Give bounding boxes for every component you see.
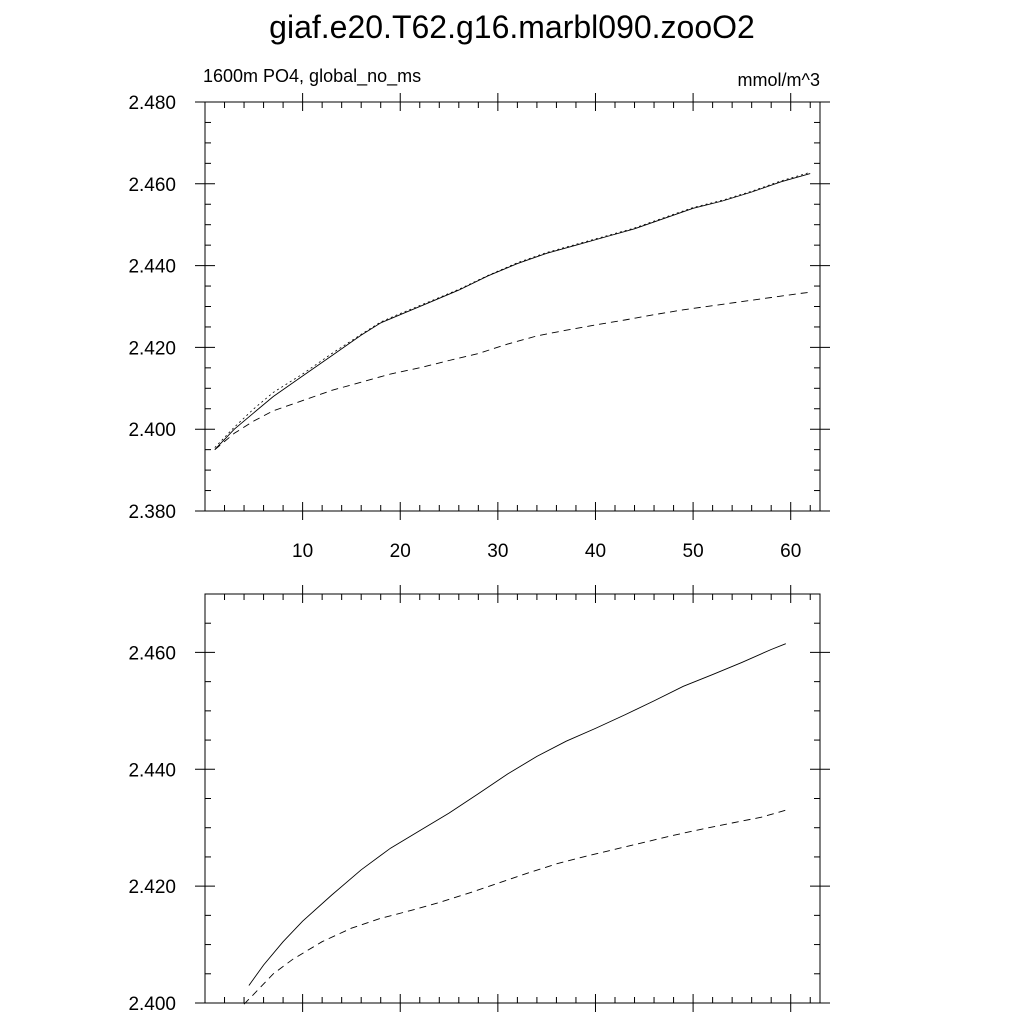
upper-unit-label: mmol/m^3 <box>737 70 820 90</box>
series-line-dashed <box>244 810 786 1004</box>
y-tick-label: 2.460 <box>128 643 176 665</box>
series-line-solid <box>249 644 786 986</box>
y-tick-label: 2.400 <box>128 994 176 1015</box>
x-tick-label: 50 <box>682 541 704 562</box>
series-line-solid <box>215 174 810 450</box>
x-tick-label: 30 <box>487 541 509 562</box>
y-tick-label: 2.440 <box>128 256 176 278</box>
plot-frame <box>205 102 820 511</box>
y-tick-label: 2.420 <box>128 877 176 899</box>
y-tick-label: 2.440 <box>128 760 176 782</box>
chart-title: giaf.e20.T62.g16.marbl090.zooO2 <box>269 9 755 45</box>
lower-panel <box>128 585 830 1015</box>
series-line-dashed <box>215 292 810 449</box>
x-tick-label: 60 <box>780 541 802 562</box>
upper-left-label: 1600m PO4, global_no_ms <box>203 66 422 86</box>
y-tick-label: 2.460 <box>128 174 176 196</box>
upper-panel <box>128 66 830 562</box>
x-tick-label: 20 <box>389 541 411 562</box>
x-tick-label: 10 <box>292 541 314 562</box>
y-tick-label: 2.480 <box>128 93 176 114</box>
x-tick-label: 40 <box>584 541 607 562</box>
series-line-dotted <box>215 172 810 447</box>
plot-frame <box>205 594 820 1003</box>
y-tick-label: 2.380 <box>128 502 176 523</box>
y-tick-label: 2.400 <box>128 420 176 442</box>
y-tick-label: 2.420 <box>128 338 176 360</box>
